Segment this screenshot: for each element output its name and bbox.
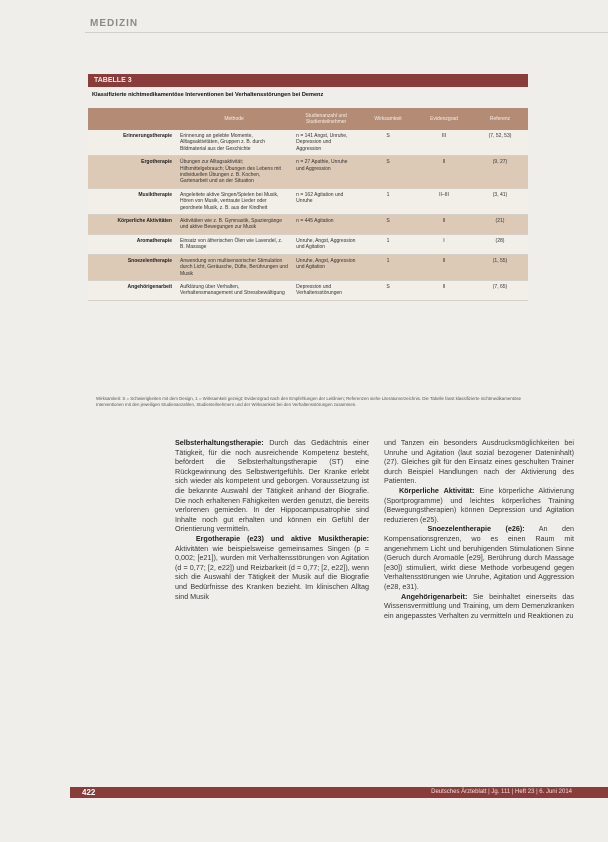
row-effect: S bbox=[360, 130, 416, 156]
table-header-grade: Evidenzgrad bbox=[416, 108, 472, 130]
body-column-right bbox=[384, 438, 574, 620]
interventions-table bbox=[88, 108, 528, 301]
row-ref: (7, 65) bbox=[472, 280, 528, 300]
table-row bbox=[88, 280, 528, 300]
table-footnote: Wirksamkeit: S = Schwierigkeiten mit dem Design, 1 = Wirksamkeit gezeigt; Evidenzgrad nach den Empfehlungen der Leitlinien; Referenzen siehe Literaturverzeichnis. Die Tabelle fasst klassifizierte nichtmedikamentöse Interventionen mit den jeweiligen Studienanzahlen, Studienteilnehmern und der Wirksamkeit bei den Verhaltensstörungen zusammen. bbox=[96, 396, 522, 407]
paragraph bbox=[175, 534, 369, 601]
row-studies: Depression und Verhaltensstörungen bbox=[292, 280, 360, 300]
row-name: Musiktherapie bbox=[88, 188, 176, 214]
table-header-method: Methode bbox=[176, 108, 292, 130]
row-grade: II bbox=[416, 280, 472, 300]
row-studies: n = 445 Agitation bbox=[292, 215, 360, 235]
row-method: Aktivitäten wie z. B. Gymnastik, Spaziergänge und aktive Bewegungen zur Musik bbox=[176, 215, 292, 235]
row-effect: 1 bbox=[360, 188, 416, 214]
row-grade: I bbox=[416, 234, 472, 254]
row-method: Einsatz von ätherischen Ölen wie Lavendel, z. B. Massage bbox=[176, 234, 292, 254]
row-grade: II–III bbox=[416, 188, 472, 214]
row-method: Übungen zur Alltagsaktivität; Hilfsmittelgebrauch; Übungen des Lebens mit individuellen Übungen z. B. Kochen, Gartenarbeit und an der Situation bbox=[176, 156, 292, 189]
row-effect: 1 bbox=[360, 234, 416, 254]
paragraph-text: Aktivitäten wie beispielsweise gemeinsames Singen (p = 0,002; [e21]), wurden mit Verhaltensstörungen von Agitation (d = 0,77; [2, e22]) und Reizbarkeit (d = 0,77; [2, e22]), wenn sich die Auswahl der Tätigkeit der Musik auf die Biografie und Bedürfnisse des Kranken bezieht. Im klinischen Alltag sind Musik bbox=[175, 543, 369, 601]
table-row bbox=[88, 188, 528, 214]
table-row bbox=[88, 215, 528, 235]
table-header-blank bbox=[88, 108, 176, 130]
row-studies: Unruhe, Angst, Aggression und Agitation bbox=[292, 234, 360, 254]
table-label: TABELLE 3 bbox=[88, 74, 528, 87]
header-rule bbox=[85, 32, 608, 33]
row-studies: n = 27 Apathie, Unruhe und Aggression bbox=[292, 156, 360, 189]
table-row bbox=[88, 130, 528, 156]
paragraph bbox=[384, 486, 574, 524]
table-header-ref: Referenz bbox=[472, 108, 528, 130]
row-studies: Unruhe, Angst, Aggression und Agitation bbox=[292, 254, 360, 280]
paragraph bbox=[384, 592, 574, 621]
row-effect: S bbox=[360, 280, 416, 300]
table-header-studies: Studienanzahl und Studienteilnehmer bbox=[292, 108, 360, 130]
row-method: Erinnerung an gelebte Momente, Alltagsaktivitäten, Gruppen z. B. durch Bildmaterial aus der Geschichte bbox=[176, 130, 292, 156]
journal-citation: Deutsches Ärzteblatt | Jg. 111 | Heft 23 | 6. Juni 2014 bbox=[431, 789, 572, 795]
row-name: Körperliche Aktivitäten bbox=[88, 215, 176, 235]
table-title: Klassifizierte nichtmedikamentöse Interventionen bei Verhaltensstörungen bei Demenz bbox=[92, 92, 324, 98]
row-ref: (7, 52, 53) bbox=[472, 130, 528, 156]
paragraph-lead: Angehörigenarbeit: bbox=[401, 591, 468, 601]
row-effect: 1 bbox=[360, 254, 416, 280]
paragraph-lead: Ergotherapie (e23) und aktive Musiktherapie: bbox=[195, 533, 370, 543]
row-grade: III bbox=[416, 130, 472, 156]
row-name: Aromatherapie bbox=[88, 234, 176, 254]
body-column-left bbox=[175, 438, 369, 601]
table-header-effect: Wirksamkeit bbox=[360, 108, 416, 130]
table-row bbox=[88, 234, 528, 254]
row-name: Angehörigenarbeit bbox=[88, 280, 176, 300]
paragraph bbox=[175, 438, 369, 534]
row-ref: (9, 27) bbox=[472, 156, 528, 189]
paragraph-text: und Tanzen ein besonders Ausdrucksmöglichkeiten bei Unruhe und Agitation (laut sozial bezogener Dateninhalt) (27). Gleiches gilt für den Einsatz eines geschulten Trainer durch Beispiel Handlungen nach der Aktivierung des Patienten. bbox=[384, 438, 574, 486]
row-grade: II bbox=[416, 156, 472, 189]
paragraph-text: Eine körperliche Aktivierung (Sportprogramme) und leichtes körperliches Training (Bewegungstherapien) können Depression und Agitation reduzieren (e25). bbox=[384, 485, 574, 524]
row-grade: II bbox=[416, 254, 472, 280]
row-method: Angeleitete aktive Singen/Spielen bei Musik, Hören von Musik, vertraute Lieder oder geordnete Musik, z. B. aus der Kindheit bbox=[176, 188, 292, 214]
row-effect: S bbox=[360, 156, 416, 189]
row-ref: (21) bbox=[472, 215, 528, 235]
row-studies: n = 162 Agitation und Unruhe bbox=[292, 188, 360, 214]
table-row bbox=[88, 156, 528, 189]
page-number: 422 bbox=[82, 788, 96, 797]
row-effect: S bbox=[360, 215, 416, 235]
row-name: Erinnerungstherapie bbox=[88, 130, 176, 156]
row-ref: (3, 41) bbox=[472, 188, 528, 214]
table-row bbox=[88, 254, 528, 280]
row-method: Anwendung von multisensorischer Stimulation durch Licht, Geräusche, Düfte, Berührungen und Musik bbox=[176, 254, 292, 280]
row-ref: (1, 55) bbox=[472, 254, 528, 280]
running-head: MEDIZIN bbox=[90, 18, 139, 29]
row-name: Snoezelentherapie bbox=[88, 254, 176, 280]
paragraph-text: Durch das Gedächtnis einer Tätigkeit, für die noch ausreichende Kompetenz besteht, befördert die Selbsterhaltungstherapie (ST) eine Rückgewinnung des Selbstwertgefühls. Der Kranke erlebt sich wieder als kompetent und geborgen. Voraussetzung ist die bekannte Auswahl der Tätigkeit anhand der Biografie. Die noch erhaltenen Fähigkeiten werden genutzt, die bereits verlorenen gemieden. In der Hippocampusatrophie sind Inhalte noch gut erhalten und können ein Gefühl der Orientierung vermitteln. bbox=[175, 438, 369, 534]
paragraph-text: Sie beinhaltet einerseits das Wissensvermittlung und Training, um dem Demenzkranken ein angepasstes Verhalten zu vermitteln und Reaktionen zu bbox=[384, 591, 574, 620]
paragraph bbox=[384, 524, 574, 591]
row-name: Ergotherapie bbox=[88, 156, 176, 189]
row-ref: (28) bbox=[472, 234, 528, 254]
row-grade: II bbox=[416, 215, 472, 235]
paragraph-lead: Snoezelentherapie (e26): bbox=[427, 524, 525, 534]
paragraph-lead: Selbsterhaltungstherapie: bbox=[175, 438, 264, 447]
paragraph-lead: Körperliche Aktivität: bbox=[398, 485, 475, 495]
row-studies: n = 141 Angst, Unruhe, Depression und Aggression bbox=[292, 130, 360, 156]
paragraph-text: An den Kompensationsgrenzen, wo es einen Raum mit angenehmem Licht und beruhigenden Stimulationen Sinne (Geruch durch Aromaöle [e29], Berührung durch Massage [e30]) stimuliert, wirkt diese Methode vorbeugend gegen Verhaltensstörungen wie Unruhe, Agitation und Aggression (e28, e31). bbox=[384, 524, 574, 591]
row-method: Aufklärung über Verhalten, Verhaltensmanagement und Stressbewältigung bbox=[176, 280, 292, 300]
paragraph bbox=[384, 438, 574, 486]
